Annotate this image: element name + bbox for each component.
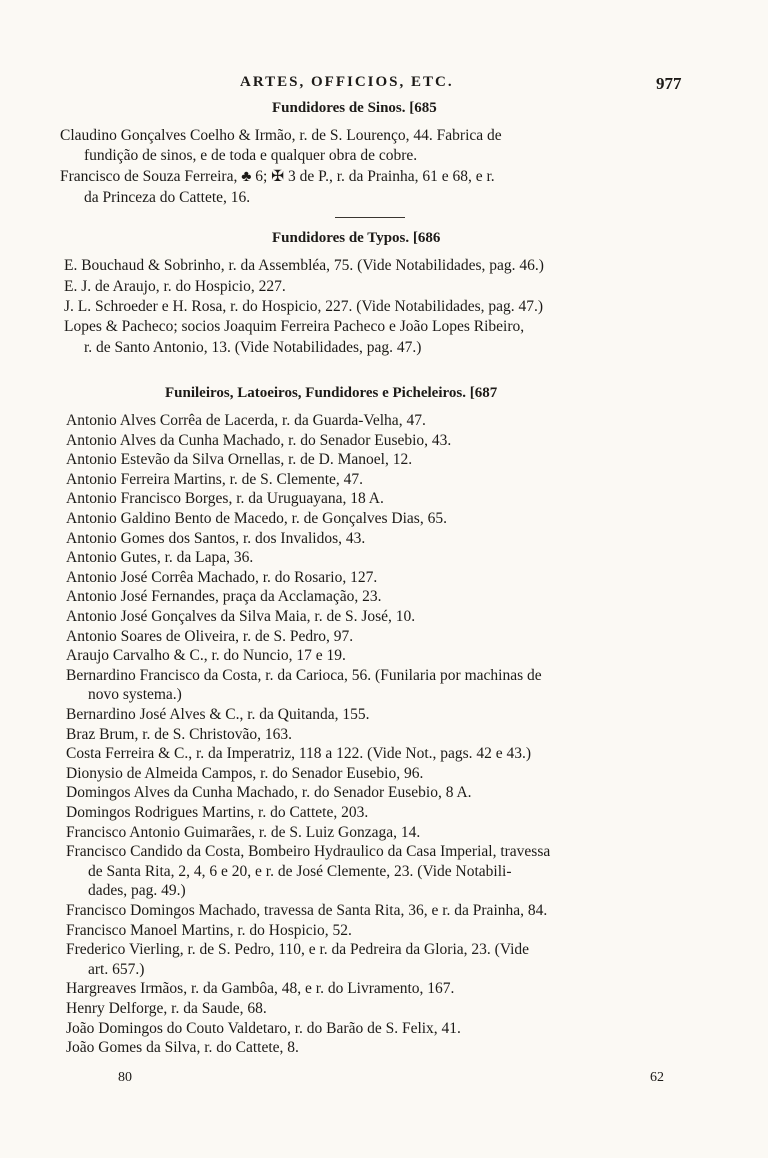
running-header <box>0 74 768 98</box>
entry-line: E. J. de Araujo, r. do Hospicio, 227. <box>64 278 286 295</box>
entry-line: art. 657.) <box>88 960 145 978</box>
entry-line: Henry Delforge, r. da Saude, 68. <box>66 1000 267 1017</box>
entry-line: da Princeza do Cattete, 16. <box>84 189 251 206</box>
footer-right: 62 <box>650 1070 664 1085</box>
page-number: 977 <box>656 74 682 93</box>
entry-line: Dionysio de Almeida Campos, r. do Senador Eusebio, 96. <box>66 764 424 782</box>
entry-line: João Gomes da Silva, r. do Cattete, 8. <box>66 1039 299 1057</box>
entry-line: Antonio Gutes, r. da Lapa, 36. <box>66 549 254 567</box>
entry-line: Antonio Francisco Borges, r. da Uruguayana, 18 A. <box>66 490 384 508</box>
entry-line: Bernardino Francisco da Costa, r. da Carioca, 56. (Funilaria por machinas de <box>66 666 542 684</box>
entry-line: Antonio Alves Corrêa de Lacerda, r. da Guarda-Velha, 47. <box>66 412 426 429</box>
entry-line: João Domingos do Couto Valdetaro, r. do Barão de S. Felix, 41. <box>66 1019 461 1037</box>
entry-line: Domingos Alves da Cunha Machado, r. do Senador Eusebio, 8 A. <box>66 784 472 802</box>
entry-line: novo systema.) <box>88 686 182 704</box>
entry-line: Antonio Alves da Cunha Machado, r. do Senador Eusebio, 43. <box>66 431 452 449</box>
entry-line: Antonio Galdino Bento de Macedo, r. de Gonçalves Dias, 65. <box>66 510 447 527</box>
entry-line: Antonio José Gonçalves da Silva Maia, r. de S. José, 10. <box>66 608 416 625</box>
entry-line: Bernardino José Alves & C., r. da Quitanda, 155. <box>66 706 370 723</box>
entry-line: Francisco de Souza Ferreira, ♣ 6; ✠ 3 de P., r. da Prainha, 61 e 68, e r. <box>60 168 495 185</box>
entry-line: Frederico Vierling, r. de S. Pedro, 110, e r. da Pedreira da Gloria, 23. (Vide <box>66 941 530 959</box>
section-title: Funileiros, Latoeiros, Fundidores e Picheleiros. [687 <box>165 385 498 401</box>
section-title: Fundidores de Sinos. [685 <box>272 100 437 116</box>
entry-line: Francisco Antonio Guimarães, r. de S. Luiz Gonzaga, 14. <box>66 823 421 841</box>
entry-line: Francisco Candido da Costa, Bombeiro Hydraulico da Casa Imperial, travessa <box>66 843 551 861</box>
footer-left: 80 <box>118 1070 132 1085</box>
entry-line: Lopes & Pacheco; socios Joaquim Ferreira Pacheco e João Lopes Ribeiro, <box>64 318 525 335</box>
entry-line: Francisco Domingos Machado, travessa de Santa Rita, 36, e r. da Prainha, 84. <box>66 902 548 919</box>
entry-line: E. Bouchaud & Sobrinho, r. da Assembléa, 75. (Vide Notabilidades, pag. 46.) <box>64 257 544 274</box>
entry-line: Francisco Manoel Martins, r. do Hospicio, 52. <box>66 921 352 939</box>
entry-line: fundição de sinos, e de toda e qualquer obra de cobre. <box>84 147 418 164</box>
entry-line: Antonio Ferreira Martins, r. de S. Clemente, 47. <box>66 470 364 488</box>
entry-line: Hargreaves Irmãos, r. da Gambôa, 48, e r. do Livramento, 167. <box>66 980 455 998</box>
divider <box>335 217 405 218</box>
header-title: ARTES, OFFICIOS, ETC. <box>240 74 454 90</box>
entry-line: Antonio José Fernandes, praça da Acclamação, 23. <box>66 588 382 606</box>
entry-line: r. de Santo Antonio, 13. (Vide Notabilidades, pag. 47.) <box>84 339 422 356</box>
entry-line: Domingos Rodrigues Martins, r. do Cattete, 203. <box>66 804 369 821</box>
entry-line: Antonio José Corrêa Machado, r. do Rosario, 127. <box>66 568 378 586</box>
entry-line: J. L. Schroeder e H. Rosa, r. do Hospicio, 227. (Vide Notabilidades, pag. 47.) <box>64 298 544 315</box>
entry-line: Braz Brum, r. de S. Christovão, 163. <box>66 725 293 743</box>
section-title: Fundidores de Typos. [686 <box>272 230 441 246</box>
entry-line: Antonio Estevão da Silva Ornellas, r. de D. Manoel, 12. <box>66 451 413 469</box>
entry-line: Antonio Gomes dos Santos, r. dos Invalidos, 43. <box>66 529 366 547</box>
entry-line: de Santa Rita, 2, 4, 6 e 20, e r. de José Clemente, 23. (Vide Notabili- <box>88 862 512 880</box>
entry-line: dades, pag. 49.) <box>88 882 186 900</box>
entry-line: Araujo Carvalho & C., r. do Nuncio, 17 e 19. <box>66 647 346 665</box>
entry-line: Costa Ferreira & C., r. da Imperatriz, 118 a 122. (Vide Not., pags. 42 e 43.) <box>66 745 532 763</box>
entry-line: Antonio Soares de Oliveira, r. de S. Pedro, 97. <box>66 627 354 645</box>
entry-line: Claudino Gonçalves Coelho & Irmão, r. de S. Lourenço, 44. Fabrica de <box>60 127 502 144</box>
